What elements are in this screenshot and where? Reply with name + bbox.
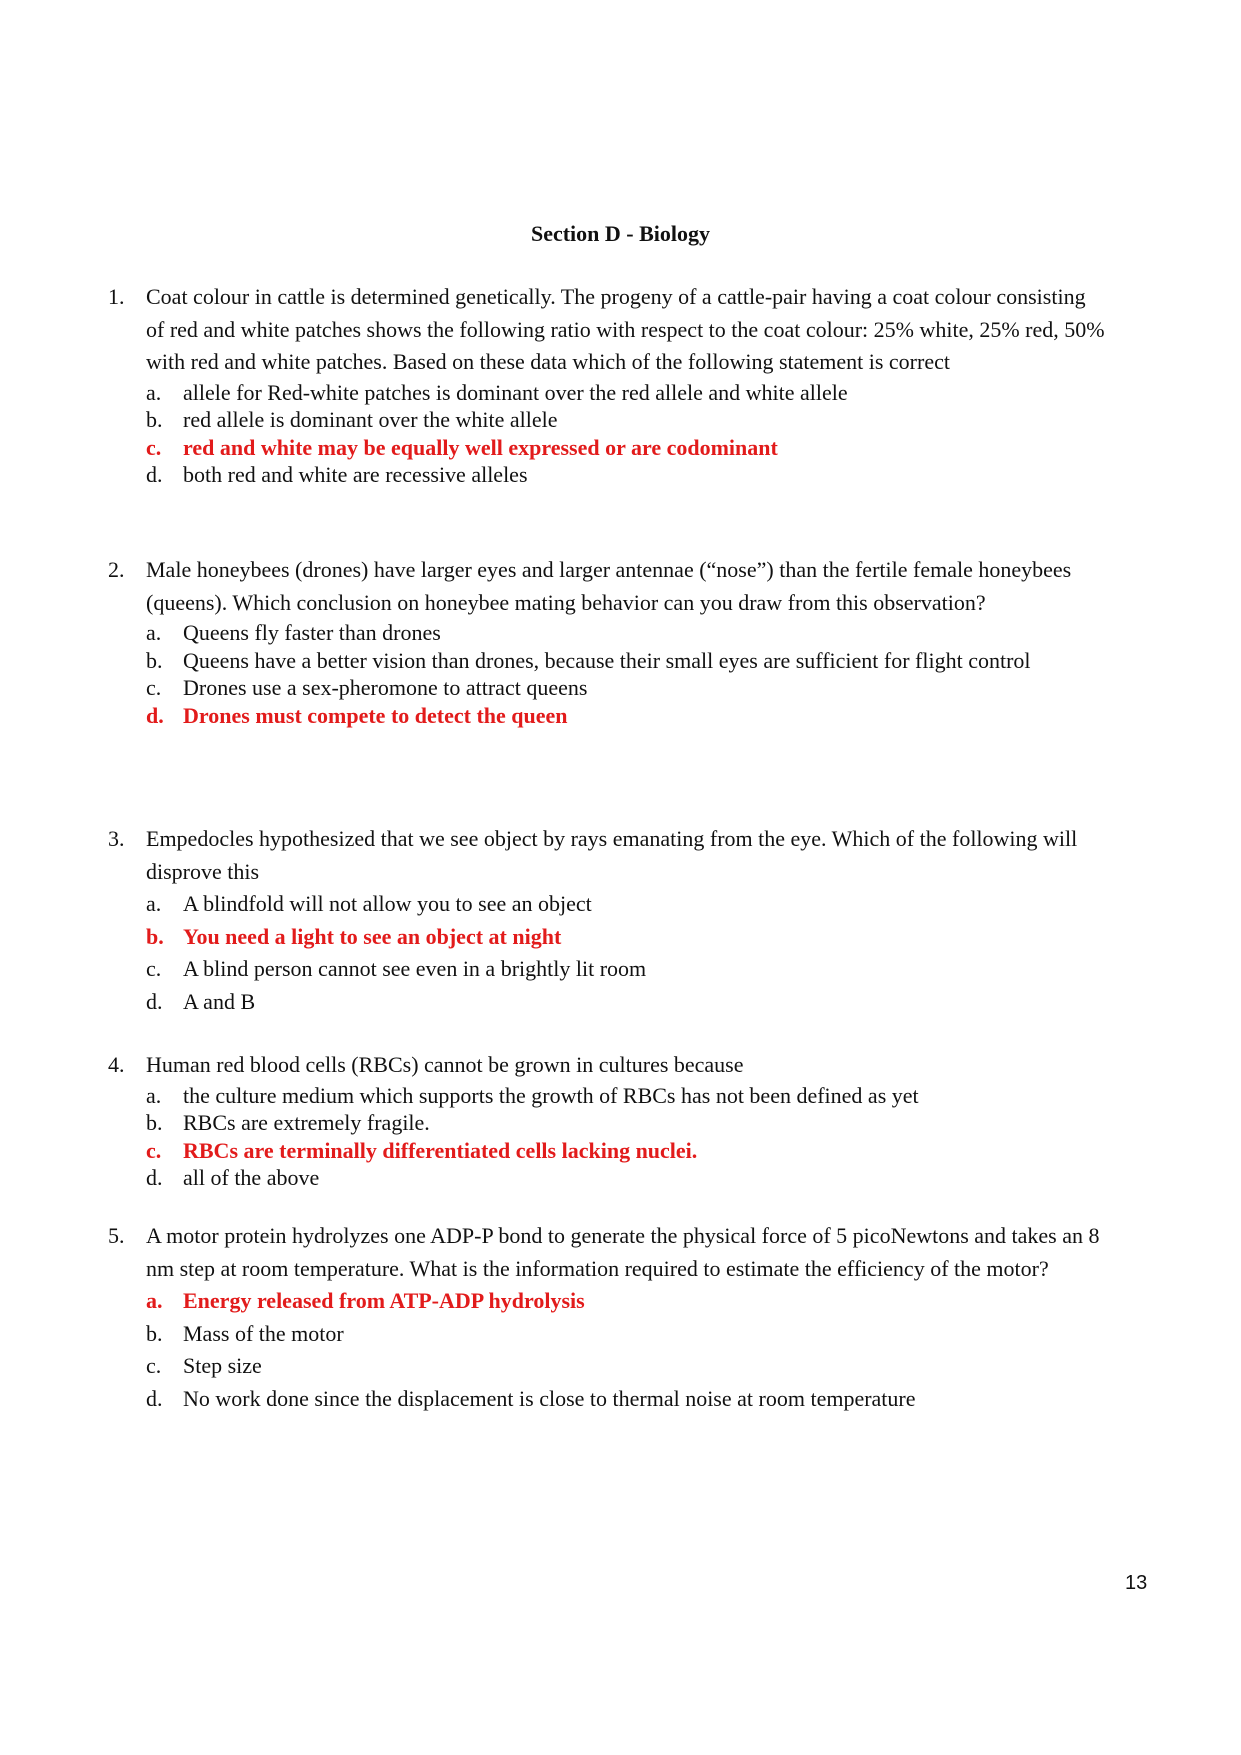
option-text: both red and white are recessive alleles: [183, 462, 528, 487]
option-letter: d.: [146, 988, 163, 1014]
option-text: RBCs are extremely fragile.: [183, 1110, 430, 1135]
option-b-correct: [108, 921, 1108, 954]
option-text: You need a light to see an object at night: [183, 923, 562, 949]
question-number: 2.: [108, 557, 125, 582]
option-letter: a.: [146, 620, 162, 645]
question-stem: [108, 1049, 1108, 1082]
option-letter: d.: [146, 1385, 163, 1411]
option-c: [108, 953, 1108, 986]
option-text: A blindfold will not allow you to see an object: [183, 891, 592, 916]
question-text: Empedocles hypothesized that we see object by rays emanating from the eye. Which of the following will disprove this: [146, 826, 1078, 884]
question-stem: [108, 1220, 1108, 1285]
option-letter: a.: [146, 1082, 162, 1108]
option-text: red and white may be equally well expressed or are codominant: [183, 434, 778, 460]
option-text: No work done since the displacement is close to thermal noise at room temperature: [183, 1385, 916, 1411]
option-c-correct: [108, 1137, 1108, 1165]
option-b: [108, 406, 1108, 434]
option-text: Queens have a better vision than drones, because their small eyes are sufficient for flight control: [183, 647, 1031, 673]
question-3: [108, 823, 1108, 1018]
page-number: 13: [1125, 1572, 1148, 1594]
option-letter: b.: [146, 923, 164, 949]
question-text: Male honeybees (drones) have larger eyes and larger antennae (“nose”) than the fertile female honeybees (queens). Which conclusion on honeybee mating behavior can you draw from this observation?: [146, 557, 1072, 615]
option-b: [108, 1318, 1108, 1351]
question-text: A motor protein hydrolyzes one ADP-P bond to generate the physical force of 5 picoNewtons and takes an 8 nm step at room temperature. What is the information required to estimate the efficiency of the motor?: [146, 1223, 1100, 1281]
option-letter: a.: [146, 1288, 163, 1313]
option-letter: a.: [146, 379, 162, 405]
question-5: [108, 1220, 1108, 1415]
option-letter: d.: [146, 1165, 163, 1190]
option-letter: b.: [146, 407, 163, 432]
option-a: [108, 619, 1108, 647]
option-text: Step size: [183, 1353, 262, 1378]
option-text: Drones must compete to detect the queen: [183, 702, 568, 728]
option-letter: c.: [146, 434, 162, 460]
question-4: [108, 1049, 1108, 1192]
option-text: the culture medium which supports the growth of RBCs has not been defined as yet: [183, 1082, 919, 1108]
question-number: 1.: [108, 284, 125, 309]
option-list: [108, 1082, 1108, 1192]
section-title: Section D - Biology: [530, 221, 711, 246]
option-d: [108, 1164, 1108, 1192]
option-d-correct: [108, 702, 1108, 730]
option-c-correct: [108, 434, 1108, 462]
option-c: [108, 674, 1108, 702]
option-d: [108, 1383, 1108, 1416]
option-letter: a.: [146, 891, 162, 916]
option-letter: b.: [146, 1110, 163, 1135]
option-b: [108, 1109, 1108, 1137]
option-text: A blind person cannot see even in a brightly lit room: [183, 956, 647, 981]
option-a: [108, 888, 1108, 921]
question-number: 5.: [108, 1223, 125, 1248]
option-letter: c.: [146, 956, 162, 981]
option-letter: c.: [146, 675, 162, 700]
option-list: [108, 1285, 1108, 1415]
question-stem: [108, 554, 1108, 619]
option-list: [108, 888, 1108, 1018]
option-text: RBCs are terminally differentiated cells lacking nuclei.: [183, 1137, 698, 1163]
question-stem: [108, 281, 1108, 379]
option-d: [108, 461, 1108, 489]
option-letter: d.: [146, 462, 163, 487]
option-d: [108, 986, 1108, 1019]
option-letter: b.: [146, 647, 163, 673]
option-text: red allele is dominant over the white allele: [183, 407, 558, 432]
option-text: Queens fly faster than drones: [183, 620, 441, 645]
option-text: A and B: [183, 988, 256, 1014]
option-text: Drones use a sex-pheromone to attract queens: [183, 675, 588, 700]
option-list: [108, 619, 1108, 729]
option-letter: c.: [146, 1353, 162, 1378]
option-letter: c.: [146, 1137, 162, 1163]
option-text: Energy released from ATP-ADP hydrolysis: [183, 1288, 585, 1313]
question-number: 4.: [108, 1052, 125, 1077]
question-text: Human red blood cells (RBCs) cannot be grown in cultures because: [146, 1052, 744, 1077]
option-a: [108, 379, 1108, 407]
option-a-correct: [108, 1285, 1108, 1318]
option-text: Mass of the motor: [183, 1320, 344, 1346]
option-text: allele for Red-white patches is dominant over the red allele and white allele: [183, 379, 848, 405]
question-stem: [108, 823, 1108, 888]
option-c: [108, 1350, 1108, 1383]
question-number: 3.: [108, 826, 125, 851]
question-text: Coat colour in cattle is determined genetically. The progeny of a cattle-pair having a coat colour consisting of red and white patches shows the following ratio with respect to the coat colour: 25% white, 25% red, 50% with red and white patches. Based on these data which of the following statement is correct: [146, 284, 1105, 374]
option-text: all of the above: [183, 1165, 320, 1190]
question-1: [108, 281, 1108, 489]
option-b: [108, 647, 1108, 675]
option-a: [108, 1082, 1108, 1110]
option-letter: b.: [146, 1320, 163, 1346]
option-letter: d.: [146, 702, 164, 728]
option-list: [108, 379, 1108, 489]
question-2: [108, 554, 1108, 729]
